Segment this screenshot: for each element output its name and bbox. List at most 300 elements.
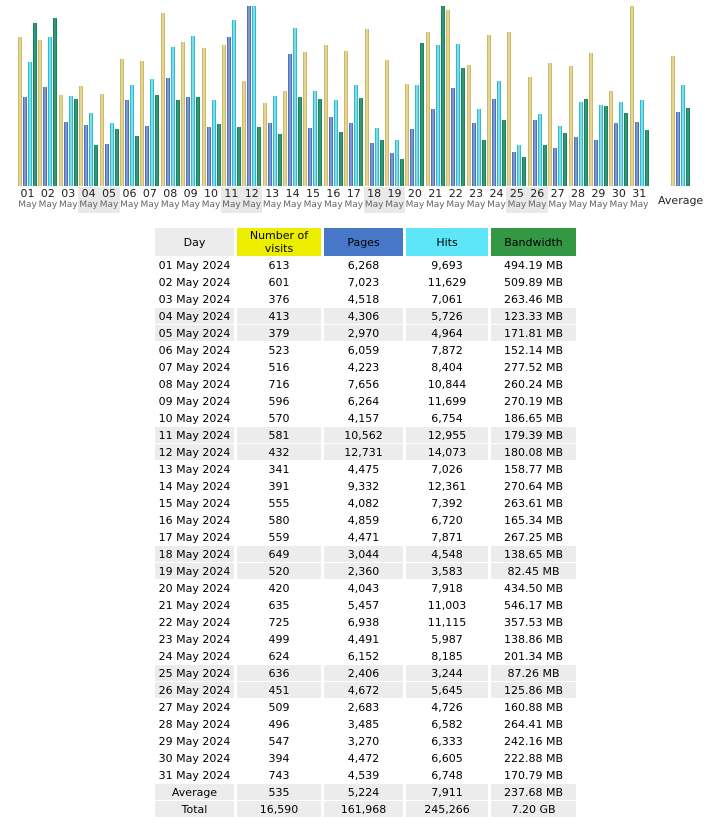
cell-pages: 4,472 xyxy=(324,750,403,766)
bar-bandwidth xyxy=(400,159,404,186)
table-row-04-may-2024 xyxy=(155,308,576,324)
table-row-29-may-2024 xyxy=(155,733,576,749)
chart-day-group-13 xyxy=(263,6,282,213)
day-number: 16 xyxy=(326,187,341,200)
chart-day-group-22 xyxy=(446,6,465,213)
month-label: May xyxy=(99,200,119,210)
bar-bandwidth xyxy=(33,23,37,186)
bar-visits xyxy=(426,32,430,186)
bar-hits xyxy=(640,100,644,186)
cell-day: 14 May 2024 xyxy=(155,478,234,494)
column-header-bandwidth: Bandwidth xyxy=(491,228,576,256)
month-label: May xyxy=(446,200,465,210)
cell-hits: 6,754 xyxy=(406,410,488,426)
day-number: 28 xyxy=(571,187,586,200)
cell-pages: 5,457 xyxy=(324,597,403,613)
day-axis-label xyxy=(303,187,322,213)
bar-pages xyxy=(145,126,149,186)
day-axis-label xyxy=(467,187,486,213)
bar-pages xyxy=(390,153,394,186)
cell-pages: 6,059 xyxy=(324,342,403,358)
bar-hits xyxy=(456,44,460,186)
cell-bandwidth: 263.61 MB xyxy=(491,495,576,511)
table-row-06-may-2024 xyxy=(155,342,576,358)
cell-visits: 559 xyxy=(237,529,321,545)
month-label: May xyxy=(222,200,241,210)
cell-day: 23 May 2024 xyxy=(155,631,234,647)
bar-pages xyxy=(574,137,578,186)
cell-day: 20 May 2024 xyxy=(155,580,234,596)
day-axis-label xyxy=(181,187,200,213)
day-axis-label xyxy=(99,187,120,213)
bar-pages xyxy=(308,128,312,186)
table-row-02-may-2024 xyxy=(155,274,576,290)
cell-day: 07 May 2024 xyxy=(155,359,234,375)
bar-pages xyxy=(43,87,47,186)
cell-day: 12 May 2024 xyxy=(155,444,234,460)
cell-day: 13 May 2024 xyxy=(155,461,234,477)
cell-pages: 6,938 xyxy=(324,614,403,630)
bar-pages xyxy=(125,100,129,186)
bar-visits xyxy=(283,91,287,186)
bar-pages xyxy=(329,117,333,186)
cell-hits: 12,955 xyxy=(406,427,488,443)
month-label: May xyxy=(283,200,302,210)
bar-visits xyxy=(365,29,369,186)
cell-pages: 4,859 xyxy=(324,512,403,528)
day-bars xyxy=(344,6,363,186)
bar-pages xyxy=(676,112,680,186)
cell-pages: 4,518 xyxy=(324,291,403,307)
chart-day-group-15 xyxy=(303,6,322,213)
cell-hits: 9,693 xyxy=(406,257,488,273)
cell-pages: 7,656 xyxy=(324,376,403,392)
cell-visits: 649 xyxy=(237,546,321,562)
cell-visits: 516 xyxy=(237,359,321,375)
day-bars xyxy=(120,6,139,186)
cell-day: 21 May 2024 xyxy=(155,597,234,613)
bar-hits xyxy=(681,85,685,186)
stats-table-head xyxy=(155,228,576,256)
cell-visits: 725 xyxy=(237,614,321,630)
cell-bandwidth: 267.25 MB xyxy=(491,529,576,545)
bar-visits xyxy=(467,65,471,186)
bar-hits xyxy=(395,140,399,186)
cell-bandwidth: 82.45 MB xyxy=(491,563,576,579)
cell-pages: 4,471 xyxy=(324,529,403,545)
cell-pages: 10,562 xyxy=(324,427,403,443)
month-label: May xyxy=(18,200,37,210)
cell-bandwidth: 179.39 MB xyxy=(491,427,576,443)
bar-visits xyxy=(263,103,267,186)
bar-hits xyxy=(558,126,562,186)
chart-day-group-31 xyxy=(630,6,649,213)
day-bars xyxy=(18,6,37,186)
day-number: 07 xyxy=(142,187,157,200)
bar-visits xyxy=(161,13,165,186)
bar-visits xyxy=(222,45,226,186)
cell-pages: 2,683 xyxy=(324,699,403,715)
chart-day-group-17 xyxy=(344,6,363,213)
cell-pages: 4,539 xyxy=(324,767,403,783)
cell-day: 04 May 2024 xyxy=(155,308,234,324)
cell-day: 05 May 2024 xyxy=(155,325,234,341)
table-row-21-may-2024 xyxy=(155,597,576,613)
cell-pages: 4,672 xyxy=(324,682,403,698)
cell-day: 26 May 2024 xyxy=(155,682,234,698)
bar-bandwidth xyxy=(482,140,486,186)
table-row-05-may-2024 xyxy=(155,325,576,341)
cell-visits: 16,590 xyxy=(237,801,321,817)
bar-bandwidth xyxy=(94,145,98,186)
cell-pages: 3,270 xyxy=(324,733,403,749)
cell-day: 22 May 2024 xyxy=(155,614,234,630)
cell-day: 10 May 2024 xyxy=(155,410,234,426)
bar-visits xyxy=(405,84,409,186)
bar-pages xyxy=(247,6,251,186)
cell-bandwidth: 201.34 MB xyxy=(491,648,576,664)
stats-table xyxy=(152,227,579,818)
bar-hits xyxy=(375,128,379,186)
cell-bandwidth: 7.20 GB xyxy=(491,801,576,817)
cell-hits: 6,605 xyxy=(406,750,488,766)
cell-hits: 10,844 xyxy=(406,376,488,392)
day-number: 06 xyxy=(122,187,137,200)
day-bars xyxy=(548,6,567,186)
cell-visits: 743 xyxy=(237,767,321,783)
cell-visits: 580 xyxy=(237,512,321,528)
cell-visits: 716 xyxy=(237,376,321,392)
month-label: May xyxy=(201,200,221,210)
bar-pages xyxy=(370,143,374,186)
day-bars xyxy=(487,6,506,186)
day-bars xyxy=(528,6,547,186)
bar-visits xyxy=(38,40,42,186)
cell-hits: 11,629 xyxy=(406,274,488,290)
cell-day: 06 May 2024 xyxy=(155,342,234,358)
day-number: 08 xyxy=(163,187,178,200)
cell-bandwidth: 270.64 MB xyxy=(491,478,576,494)
column-header-pages: Pages xyxy=(324,228,403,256)
cell-bandwidth: 494.19 MB xyxy=(491,257,576,273)
table-row-01-may-2024 xyxy=(155,257,576,273)
month-label: May xyxy=(38,200,58,210)
cell-visits: 535 xyxy=(237,784,321,800)
chart-day-group-05 xyxy=(100,6,119,213)
chart-day-group-06 xyxy=(120,6,139,213)
cell-pages: 161,968 xyxy=(324,801,403,817)
bar-pages xyxy=(268,123,272,186)
bar-pages xyxy=(492,99,496,186)
chart-day-group-10 xyxy=(202,6,221,213)
bar-visits xyxy=(344,51,348,186)
day-number: 22 xyxy=(448,187,463,200)
cell-hits: 5,987 xyxy=(406,631,488,647)
bar-hits xyxy=(171,47,175,186)
bar-hits xyxy=(579,102,583,186)
bar-visits xyxy=(120,59,124,186)
table-row-30-may-2024 xyxy=(155,750,576,766)
day-number: 29 xyxy=(591,187,606,200)
month-label: May xyxy=(324,200,343,210)
chart-day-group-20 xyxy=(405,6,424,213)
cell-pages: 2,360 xyxy=(324,563,403,579)
day-axis-label xyxy=(263,187,282,213)
bar-pages xyxy=(186,97,190,186)
bar-visits xyxy=(59,95,63,186)
table-row-17-may-2024 xyxy=(155,529,576,545)
day-axis-label xyxy=(384,187,405,213)
day-number: 12 xyxy=(244,187,259,200)
day-axis-label xyxy=(161,187,180,213)
day-bars xyxy=(467,6,486,186)
cell-bandwidth: 171.81 MB xyxy=(491,325,576,341)
day-axis-label xyxy=(344,187,363,213)
day-axis-label xyxy=(120,187,139,213)
bar-hits xyxy=(273,96,277,186)
month-label: May xyxy=(160,200,180,210)
column-header-hits: Hits xyxy=(406,228,488,256)
bar-hits xyxy=(89,113,93,186)
cell-hits: 14,073 xyxy=(406,444,488,460)
chart-day-group-19 xyxy=(385,6,404,213)
month-label: May xyxy=(120,200,139,210)
bar-hits xyxy=(497,81,501,186)
table-row-16-may-2024 xyxy=(155,512,576,528)
month-label: May xyxy=(548,200,567,210)
cell-pages: 4,223 xyxy=(324,359,403,375)
cell-visits: 496 xyxy=(237,716,321,732)
month-label: May xyxy=(344,200,364,210)
month-label: May xyxy=(262,200,282,210)
bar-bandwidth xyxy=(563,133,567,186)
day-axis-label xyxy=(324,187,343,213)
cell-bandwidth: 237.68 MB xyxy=(491,784,576,800)
chart-day-group-29 xyxy=(589,6,608,213)
bar-hits xyxy=(599,105,603,186)
table-row-22-may-2024 xyxy=(155,614,576,630)
bar-hits xyxy=(150,79,154,186)
table-row-24-may-2024 xyxy=(155,648,576,664)
cell-hits: 4,964 xyxy=(406,325,488,341)
day-axis-label xyxy=(202,187,221,213)
bar-bandwidth xyxy=(176,100,180,186)
day-bars xyxy=(283,6,302,186)
daily-traffic-chart xyxy=(0,0,721,213)
table-row-08-may-2024 xyxy=(155,376,576,392)
day-bars xyxy=(222,6,241,186)
bar-bandwidth xyxy=(359,98,363,186)
bar-hits xyxy=(436,45,440,186)
cell-bandwidth: 138.65 MB xyxy=(491,546,576,562)
cell-day: 17 May 2024 xyxy=(155,529,234,545)
table-row-18-may-2024 xyxy=(155,546,576,562)
bar-bandwidth xyxy=(196,97,200,186)
cell-day: 03 May 2024 xyxy=(155,291,234,307)
table-row-13-may-2024 xyxy=(155,461,576,477)
table-row-26-may-2024 xyxy=(155,682,576,698)
day-axis-label xyxy=(589,187,608,213)
bar-visits xyxy=(609,91,613,186)
bar-hits xyxy=(48,37,52,186)
day-bars xyxy=(242,6,261,186)
average-label: Average xyxy=(658,194,704,207)
bar-visits xyxy=(242,81,246,186)
bar-visits xyxy=(100,94,104,186)
bar-pages xyxy=(227,37,231,186)
day-axis-label xyxy=(446,187,465,213)
table-row-11-may-2024 xyxy=(155,427,576,443)
bar-visits xyxy=(589,53,593,186)
day-bars xyxy=(59,6,78,186)
day-axis-label xyxy=(527,187,548,213)
cell-hits: 11,699 xyxy=(406,393,488,409)
day-bars xyxy=(507,6,526,186)
cell-bandwidth: 260.24 MB xyxy=(491,376,576,392)
bar-pages xyxy=(207,127,211,186)
day-bars xyxy=(589,6,608,186)
chart-day-group-12 xyxy=(242,6,261,213)
bar-pages xyxy=(431,109,435,186)
table-row-10-may-2024 xyxy=(155,410,576,426)
cell-pages: 4,475 xyxy=(324,461,403,477)
day-number: 23 xyxy=(469,187,484,200)
cell-pages: 4,157 xyxy=(324,410,403,426)
bar-visits xyxy=(528,77,532,186)
day-number: 31 xyxy=(632,187,647,200)
cell-bandwidth: 170.79 MB xyxy=(491,767,576,783)
cell-visits: 341 xyxy=(237,461,321,477)
cell-pages: 4,491 xyxy=(324,631,403,647)
cell-pages: 9,332 xyxy=(324,478,403,494)
bar-bandwidth xyxy=(380,140,384,186)
cell-hits: 6,748 xyxy=(406,767,488,783)
cell-bandwidth: 546.17 MB xyxy=(491,597,576,613)
day-axis-label xyxy=(18,187,37,213)
cell-day: 02 May 2024 xyxy=(155,274,234,290)
bar-bandwidth xyxy=(53,18,57,186)
month-label: May xyxy=(568,200,588,210)
bar-visits xyxy=(548,63,552,186)
chart-day-group-28 xyxy=(569,6,588,213)
bar-bandwidth xyxy=(74,99,78,186)
day-number: 19 xyxy=(387,187,402,200)
cell-hits: 8,404 xyxy=(406,359,488,375)
bar-bandwidth xyxy=(237,127,241,186)
day-bars xyxy=(140,6,159,186)
bar-hits xyxy=(212,100,216,186)
cell-hits: 12,361 xyxy=(406,478,488,494)
cell-pages: 3,044 xyxy=(324,546,403,562)
bar-visits xyxy=(385,60,389,186)
cell-day: 15 May 2024 xyxy=(155,495,234,511)
table-row-12-may-2024 xyxy=(155,444,576,460)
day-bars xyxy=(79,6,98,186)
cell-pages: 7,023 xyxy=(324,274,403,290)
cell-day: 09 May 2024 xyxy=(155,393,234,409)
table-row-27-may-2024 xyxy=(155,699,576,715)
cell-day: 19 May 2024 xyxy=(155,563,234,579)
bar-pages xyxy=(105,144,109,186)
cell-bandwidth: 125.86 MB xyxy=(491,682,576,698)
day-axis-label xyxy=(221,187,242,213)
bar-bandwidth xyxy=(217,124,221,186)
day-number: 11 xyxy=(224,187,239,200)
bar-bandwidth xyxy=(155,95,159,186)
cell-hits: 7,872 xyxy=(406,342,488,358)
month-label: May xyxy=(589,200,608,210)
chart-day-group-25 xyxy=(507,6,526,213)
cell-day: 28 May 2024 xyxy=(155,716,234,732)
cell-day: 01 May 2024 xyxy=(155,257,234,273)
bar-hits xyxy=(334,100,338,186)
bar-pages xyxy=(349,123,353,186)
cell-hits: 6,720 xyxy=(406,512,488,528)
bar-bandwidth xyxy=(645,130,649,186)
cell-visits: 555 xyxy=(237,495,321,511)
cell-hits: 4,548 xyxy=(406,546,488,562)
bar-bandwidth xyxy=(420,43,424,186)
day-axis-label xyxy=(426,187,445,213)
chart-day-group-16 xyxy=(324,6,343,213)
cell-visits: 635 xyxy=(237,597,321,613)
chart-day-group-01 xyxy=(18,6,37,213)
month-label: May xyxy=(609,200,629,210)
bar-pages xyxy=(614,123,618,186)
cell-visits: 420 xyxy=(237,580,321,596)
bar-hits xyxy=(477,109,481,186)
bar-visits xyxy=(303,52,307,186)
column-header-visits: Number of visits xyxy=(237,228,321,256)
day-number: 13 xyxy=(265,187,280,200)
bar-bandwidth xyxy=(502,120,506,186)
chart-day-group-09 xyxy=(181,6,200,213)
bar-pages xyxy=(288,54,292,186)
cell-visits: 596 xyxy=(237,393,321,409)
cell-day: 11 May 2024 xyxy=(155,427,234,443)
day-bars xyxy=(202,6,221,186)
day-axis-label xyxy=(283,187,302,213)
cell-visits: 379 xyxy=(237,325,321,341)
bar-bandwidth xyxy=(298,97,302,186)
table-row-07-may-2024 xyxy=(155,359,576,375)
chart-day-group-30 xyxy=(609,6,628,213)
bar-hits xyxy=(619,102,623,186)
chart-day-group-04 xyxy=(79,6,98,213)
cell-hits: 6,582 xyxy=(406,716,488,732)
cell-pages: 4,082 xyxy=(324,495,403,511)
day-axis-label xyxy=(630,187,649,213)
bar-hits xyxy=(293,28,297,186)
day-bars xyxy=(365,6,384,186)
day-bars xyxy=(38,6,57,186)
bar-hits xyxy=(28,62,32,186)
cell-hits: 3,583 xyxy=(406,563,488,579)
day-number: 27 xyxy=(550,187,565,200)
chart-day-group-26 xyxy=(528,6,547,213)
day-number: 17 xyxy=(346,187,361,200)
bar-hits xyxy=(313,91,317,186)
cell-hits: 11,003 xyxy=(406,597,488,613)
cell-visits: 391 xyxy=(237,478,321,494)
bar-pages xyxy=(472,123,476,186)
bar-pages xyxy=(635,122,639,186)
table-row-09-may-2024 xyxy=(155,393,576,409)
day-number: 04 xyxy=(81,187,96,200)
bar-visits xyxy=(18,37,22,186)
day-number: 24 xyxy=(489,187,504,200)
month-label: May xyxy=(507,200,527,210)
